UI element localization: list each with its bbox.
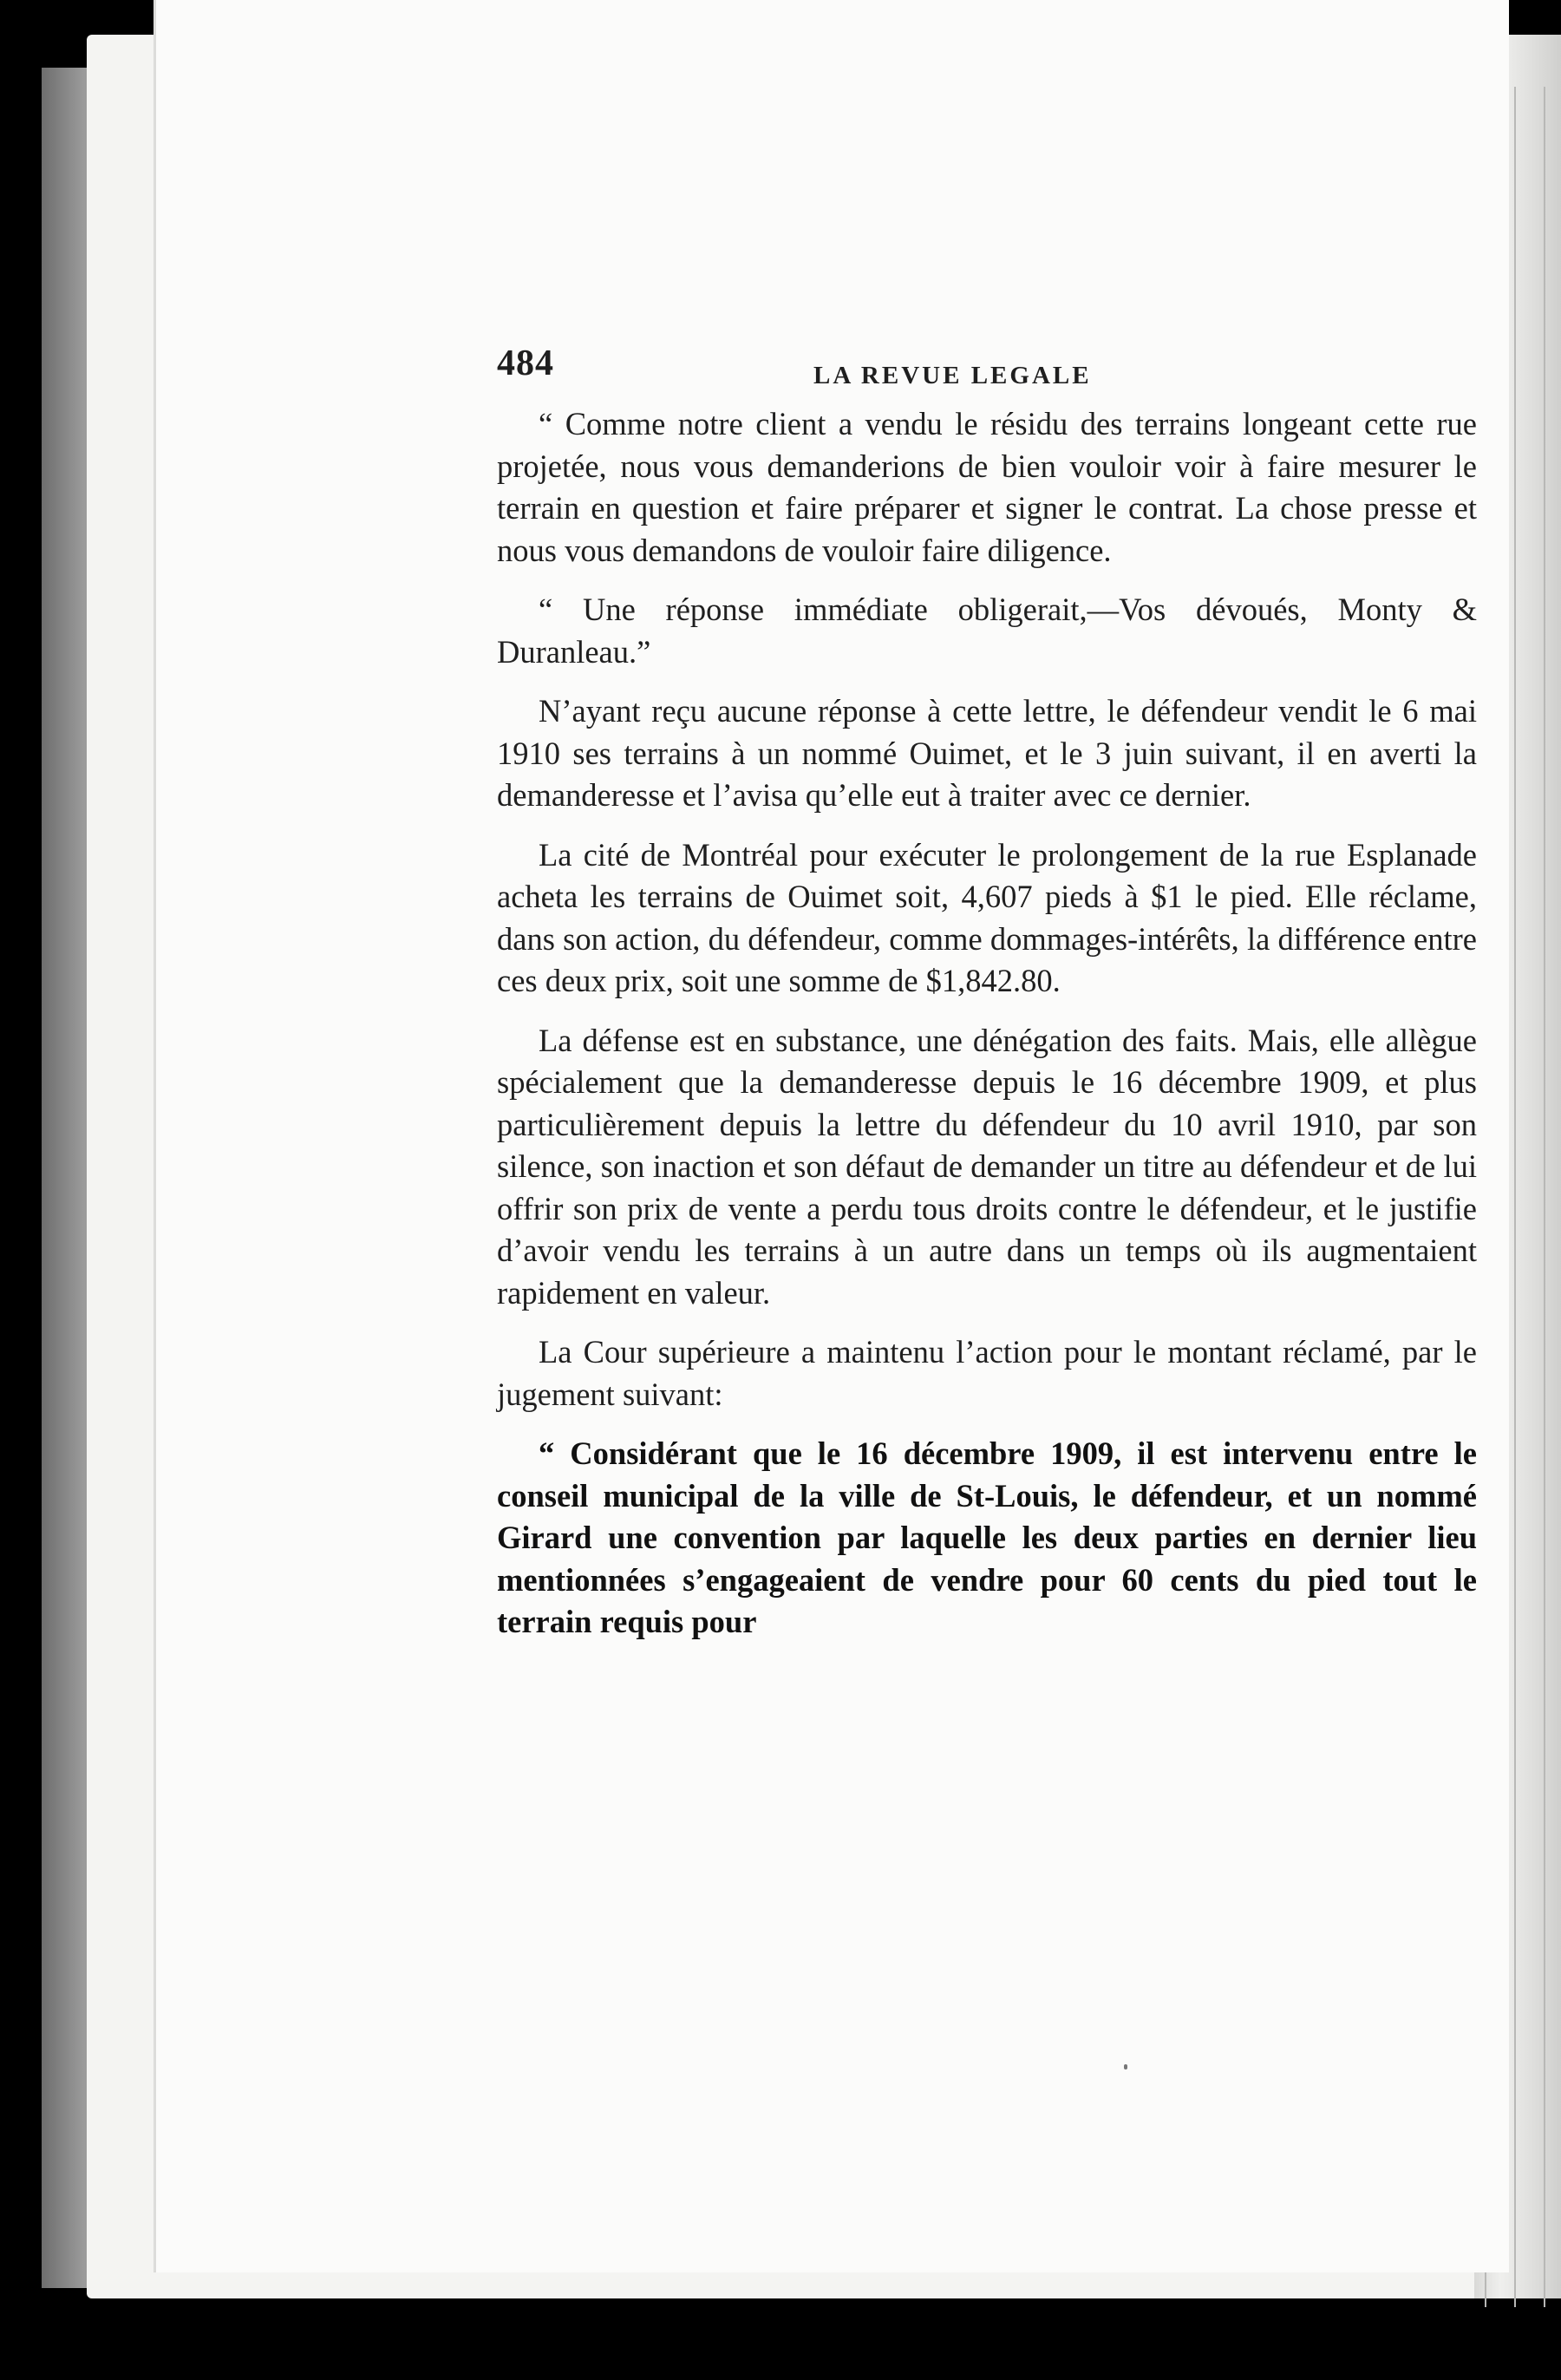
paragraph: La défense est en substance, une dénégation des faits. Mais, elle allègue spécialement que la demanderesse depuis le 16 décembre 1909, et plus particulièrement depuis la lettre du défendeur du 10 avril 1910, par son silence, son inaction et son défaut de demander un titre au défendeur et de lui offrir son prix de vente a perdu tous droits contre le défendeur, et le justifie d’avoir vendu les terrains à un autre dans un temps où ils augmentaient rapidement en valeur. — [497, 1022, 1477, 1311]
page-content — [497, 343, 1477, 1661]
paragraph: “ Comme notre client a vendu le résidu des terrains longeant cette rue projetée, nous vous demanderions de bien vouloir voir à faire mesurer le terrain en question et faire préparer et signer le contrat. La chose presse et nous vous demandons de vouloir faire diligence. — [497, 406, 1477, 568]
paragraph: La Cour supérieure a maintenu l’action pour le montant réclamé, par le jugement suivant: — [497, 1334, 1477, 1412]
paragraph: “ Considérant que le 16 décembre 1909, il est intervenu entre le conseil municipal de la ville de St-Louis, le défendeur, et un nommé Girard une convention par laquelle les deux parties en dernier lieu mentionnées s’engageaient de vendre pour 60 cents du pied tout le terrain requis pour — [497, 1435, 1477, 1639]
page-edge-line — [1514, 87, 1516, 2307]
book-page — [156, 0, 1509, 2272]
running-head — [497, 343, 1477, 403]
journal-title: LA REVUE LEGALE — [813, 362, 1092, 389]
paragraph: “ Une réponse immédiate obligerait,—Vos dévoués, Monty & Duranleau.” — [497, 592, 1477, 670]
paragraph: La cité de Montréal pour exécuter le prolongement de la rue Esplanade acheta les terrains de Ouimet soit, 4,607 pieds à $1 le pied. Elle réclame, dans son action, du défendeur, comme dommages-intérêts, la différence entre ces deux prix, soit une somme de $1,842.80. — [497, 836, 1477, 998]
paper-speck — [1124, 2064, 1127, 2069]
page-number: 484 — [497, 343, 554, 383]
page-edge-line — [1544, 87, 1545, 2307]
paragraph: N’ayant reçu aucune réponse à cette lettre, le défendeur vendit le 6 mai 1910 ses terrains à un nommé Ouimet, et le 3 juin suivant, il en averti la demanderesse et l’avisa qu’elle eut à traiter avec ce dernier. — [497, 693, 1477, 813]
